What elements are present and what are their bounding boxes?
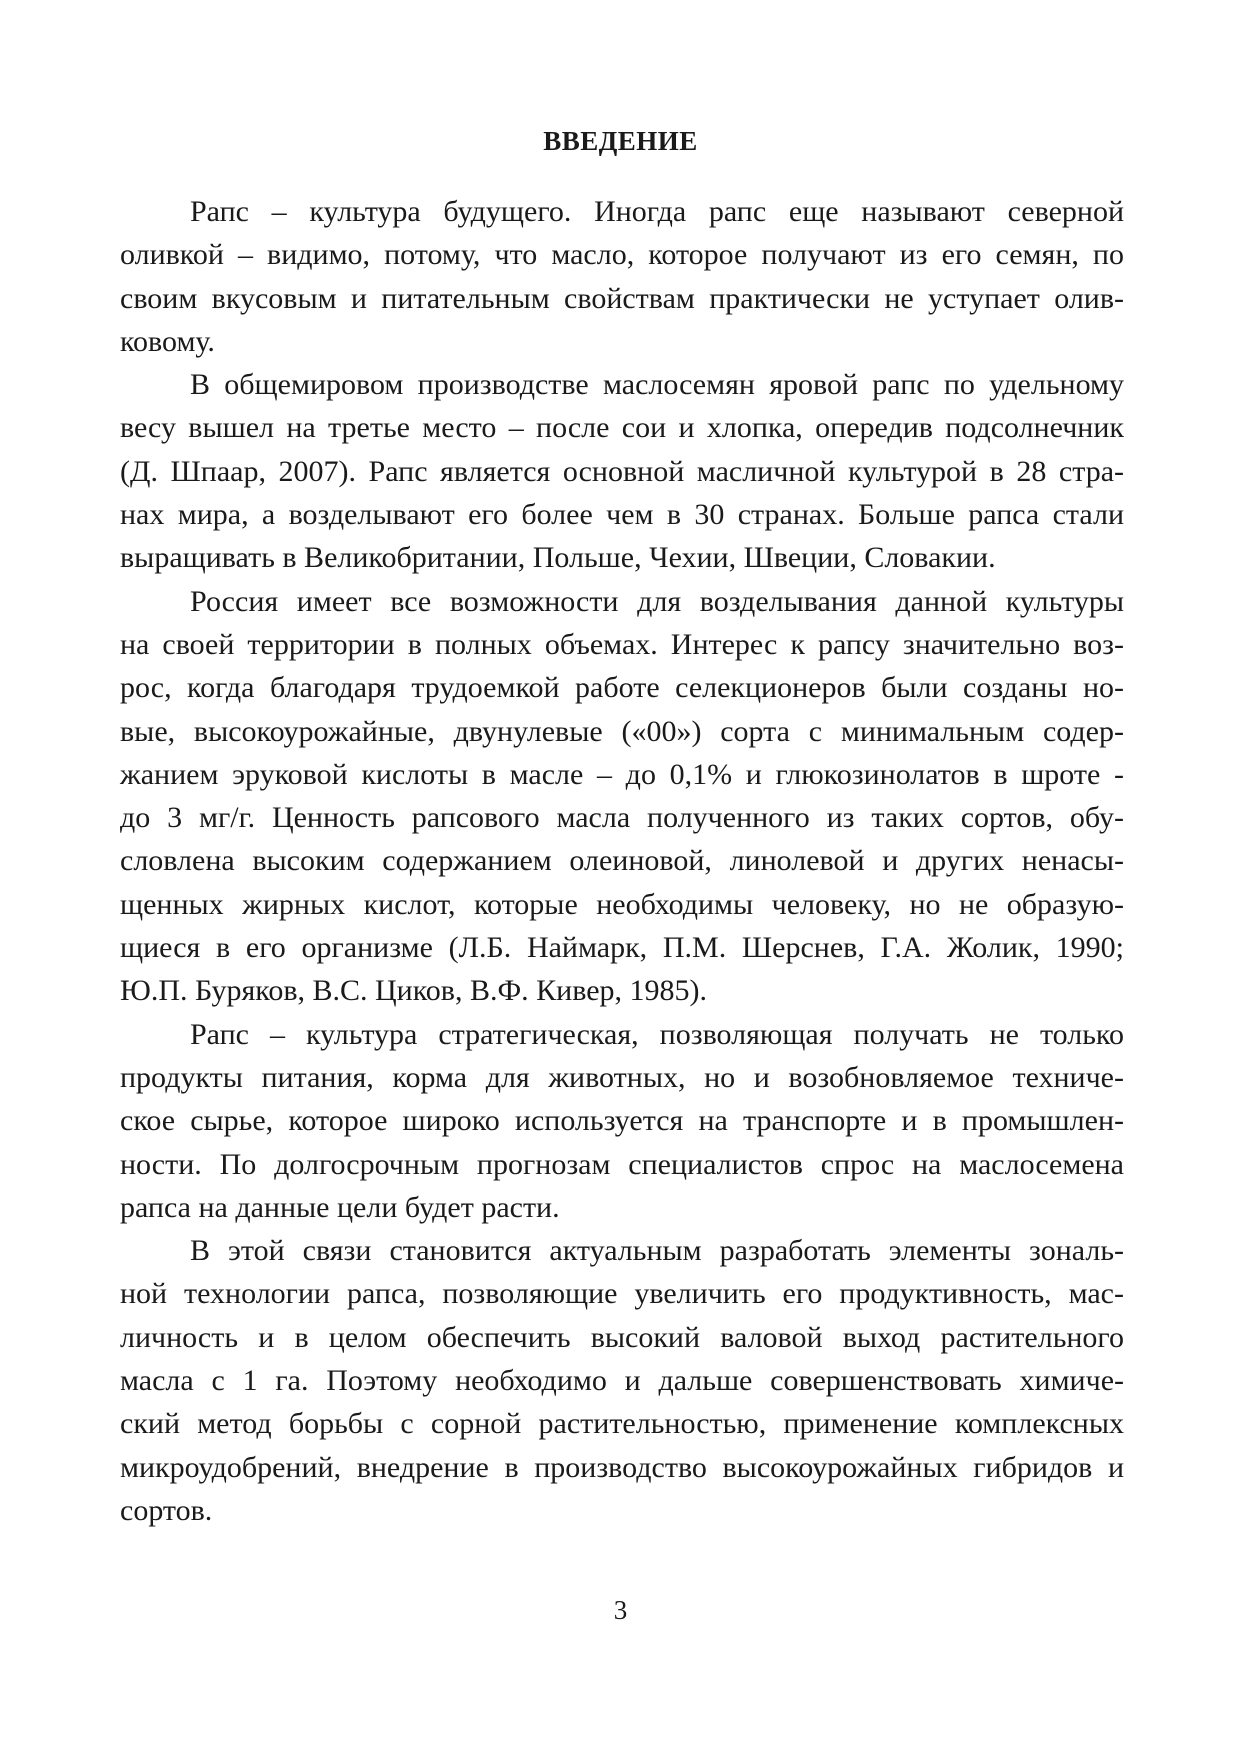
text-line: Ю.П. Буряков, В.С. Циков, В.Ф. Кивер, 1985). xyxy=(120,974,708,1008)
text-line: щенных жирных кислот, которые необходимы человеку, но не образую- xyxy=(120,887,1124,921)
text-line: вые, высокоурожайные, двунулевые («00») сорта с минимальным содер- xyxy=(120,714,1124,748)
text-line: рос, когда благодаря трудоемкой работе селекционеров были созданы но- xyxy=(120,671,1124,705)
text-line: микроудобрений, внедрение в производство высокоурожайных гибридов и xyxy=(120,1450,1124,1484)
text-line: ковому. xyxy=(120,324,215,358)
text-line: до 3 мг/г. Ценность рапсового масла полученного из таких сортов, обу- xyxy=(120,801,1124,835)
body-text xyxy=(120,190,1124,1532)
paragraph xyxy=(120,1229,1124,1532)
paragraph xyxy=(120,363,1124,579)
paragraph xyxy=(120,190,1124,363)
text-line: жанием эруковой кислоты в масле – до 0,1% и глюкозинолатов в шроте - xyxy=(120,757,1124,791)
text-line: личность и в целом обеспечить высокий валовой выход растительного xyxy=(120,1320,1124,1354)
page-title: ВВЕДЕНИЕ xyxy=(543,126,698,156)
text-line: продукты питания, корма для животных, но и возобновляемое техниче- xyxy=(120,1060,1124,1094)
text-line: рапса на данные цели будет расти. xyxy=(120,1190,560,1224)
text-line: ной технологии рапса, позволяющие увеличить его продуктивность, мас- xyxy=(120,1277,1124,1311)
text-line: ности. По долгосрочным прогнозам специалистов спрос на маслосемена xyxy=(120,1147,1124,1181)
text-line: сортов. xyxy=(120,1493,213,1527)
text-line: весу вышел на третье место – после сои и хлопка, опередив подсолнечник xyxy=(120,411,1124,445)
text-line: ский метод борьбы с сорной растительностью, применение комплексных xyxy=(120,1407,1124,1441)
text-line: В этой связи становится актуальным разработать элементы зональ- xyxy=(190,1234,1124,1268)
text-line: на своей территории в полных объемах. Интерес к рапсу значительно воз- xyxy=(120,627,1124,661)
text-line: нах мира, а возделывают его более чем в 30 странах. Больше рапса стали xyxy=(120,498,1124,532)
paragraph xyxy=(120,580,1124,1013)
text-line: Рапс – культура стратегическая, позволяющая получать не только xyxy=(190,1017,1124,1051)
text-line: Россия имеет все возможности для возделывания данной культуры xyxy=(190,584,1124,618)
paragraph xyxy=(120,1013,1124,1229)
text-line: своим вкусовым и питательным свойствам практически не уступает олив- xyxy=(120,281,1124,315)
text-line: масла с 1 га. Поэтому необходимо и дальше совершенствовать химиче- xyxy=(120,1364,1124,1398)
text-line: выращивать в Великобритании, Польше, Чехии, Швеции, Словакии. xyxy=(120,541,996,575)
text-line: В общемировом производстве маслосемян яровой рапс по удельному xyxy=(190,368,1124,402)
text-line: ское сырье, которое широко используется на транспорте и в промышлен- xyxy=(120,1104,1124,1138)
text-line: Рапс – культура будущего. Иногда рапс еще называют северной xyxy=(190,195,1124,228)
text-line: словлена высоким содержанием олеиновой, линолевой и других ненасы- xyxy=(120,844,1124,878)
text-line: щиеся в его организме (Л.Б. Наймарк, П.М. Шерснев, Г.А. Жолик, 1990; xyxy=(120,931,1124,965)
page-number: 3 xyxy=(613,1595,628,1625)
text-line: (Д. Шпаар, 2007). Рапс является основной масличной культурой в 28 стра- xyxy=(120,454,1124,488)
text-line: оливкой – видимо, потому, что масло, которое получают из его семян, по xyxy=(120,238,1124,272)
